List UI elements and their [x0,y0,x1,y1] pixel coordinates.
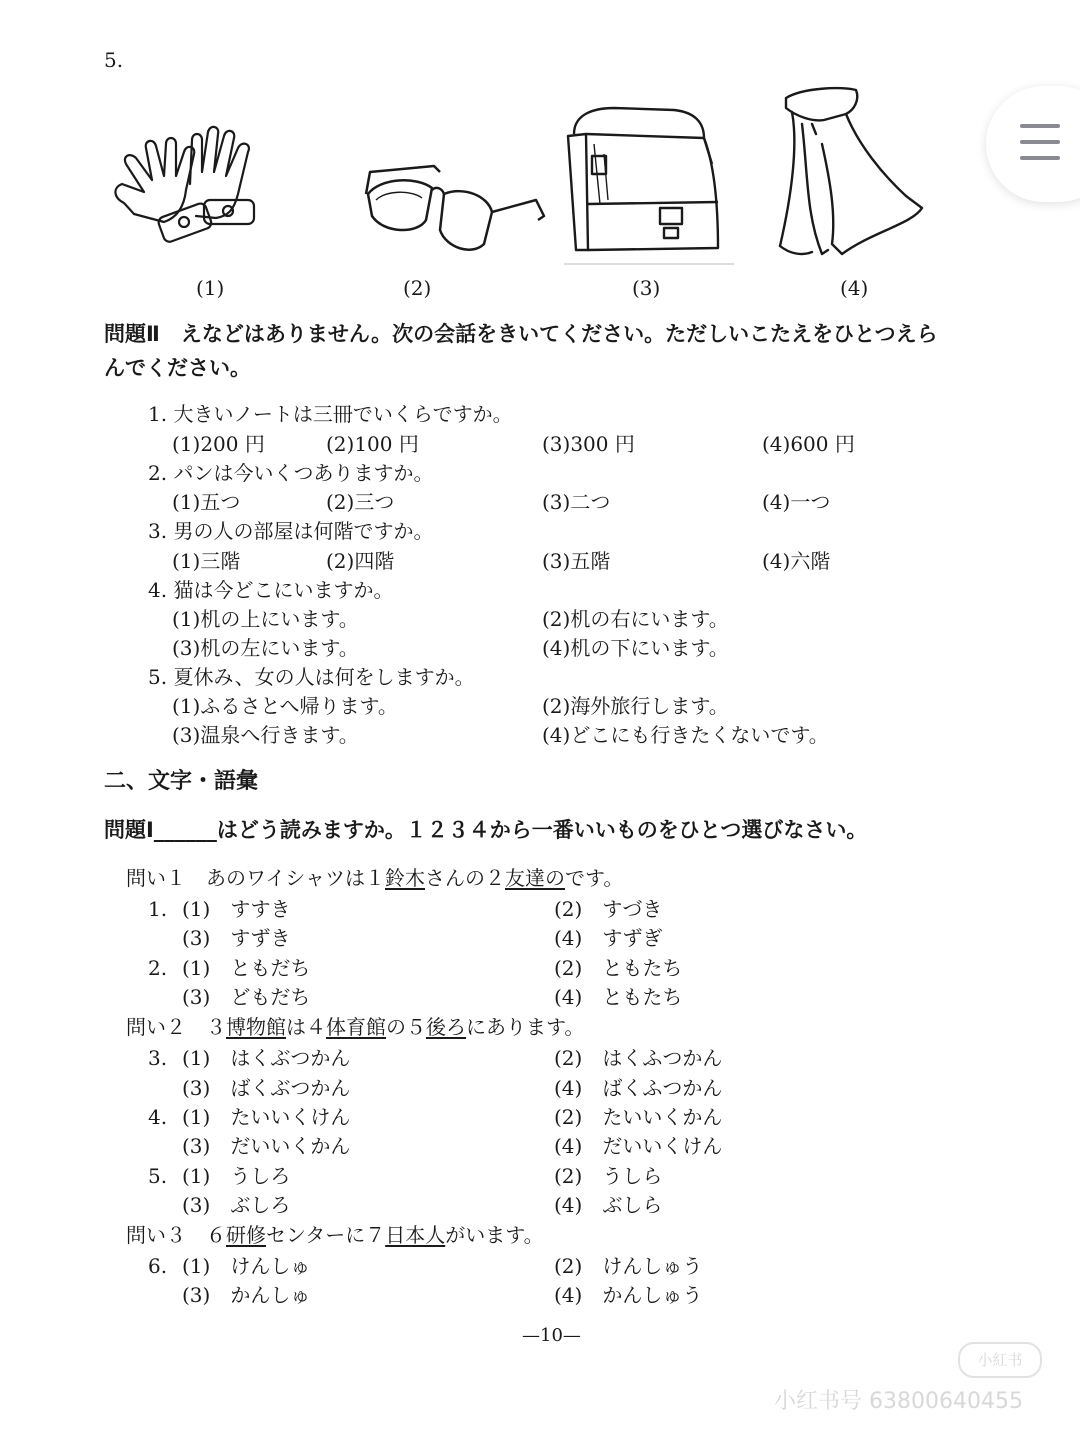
option: (4) ばくふつかん [554,1076,723,1100]
option: (2)机の右にいます。 [542,607,729,631]
option: (1) うしろ [182,1164,291,1188]
watermark-text: 小红书号 63800640455 [774,1389,1023,1414]
option: (3)温泉へ行きます。 [172,723,359,747]
option: (3) だいいくかん [182,1134,351,1158]
option: (1) ともだち [182,956,311,980]
option: (2) うしら [554,1164,663,1188]
option: (4)机の下にいます。 [542,636,729,660]
option: (2) すづき [554,897,663,921]
option: (4) ともたち [554,985,683,1009]
answer-num: 5. [148,1164,168,1188]
option: (3) ぶしろ [182,1193,291,1217]
underlined-word: 友達の [505,866,565,890]
option: (1) すすき [182,897,291,921]
option: (3)机の左にいます。 [172,636,359,660]
picture-label-3: (3) [632,276,661,300]
option: (4)一つ [762,490,831,514]
option: (2)100 円 [326,432,419,456]
listening-question-3: 3. 男の人の部屋は何階ですか。 [148,519,434,543]
page-number: —10— [522,1325,581,1346]
option: (4) すずぎ [554,926,663,950]
option: (3) ばくぶつかん [182,1076,351,1100]
picture-label-4: (4) [840,276,869,300]
option: (1)三階 [172,549,241,573]
option: (3)五階 [542,549,611,573]
watermark-logo: 小紅书 [958,1342,1042,1378]
option: (2)海外旅行します。 [542,694,729,718]
menu-button[interactable] [986,86,1080,202]
option: (1) けんしゅ [182,1254,311,1278]
answer-num: 1. [148,897,168,921]
answer-num: 2. [148,956,168,980]
answer-num: 3. [148,1046,168,1070]
option: (4)600 円 [762,432,855,456]
option: (2)三つ [326,490,395,514]
mondai2-title-line1: 問題Ⅱ えなどはありません。次の会話をきいてください。ただしいこたえをひとつえら [104,322,938,346]
option: (2) はくふつかん [554,1046,723,1070]
option: (1)机の上にいます。 [172,607,359,631]
option: (4) かんしゅう [554,1283,703,1307]
option: (4)どこにも行きたくないです。 [542,723,829,747]
sunglasses-icon [360,160,550,260]
listening-question-2: 2. パンは今いくつありますか。 [148,461,434,485]
option: (2)四階 [326,549,395,573]
option: (2) ともたち [554,956,683,980]
answer-num: 4. [148,1105,168,1129]
menu-icon [1020,124,1060,128]
option: (3) どもだち [182,985,311,1009]
option: (4)六階 [762,549,831,573]
option: (1)五つ [172,490,241,514]
toi3-sentence: 問い３ ６研修センターに７日本人がいます。 [126,1223,544,1247]
option: (3)二つ [542,490,611,514]
gloves-icon [104,118,274,258]
listening-question-4: 4. 猫は今どこにいますか。 [148,578,394,602]
underlined-word: 博物館 [226,1015,286,1039]
scarf-icon [772,84,938,268]
option: (4) だいいくけん [554,1134,723,1158]
handbag-icon [564,104,734,268]
toi1-sentence: 問い１ あのワイシャツは１鈴木さんの２友達のです。 [126,866,624,890]
answer-num: 6. [148,1254,168,1278]
underlined-word: 研修 [226,1223,266,1247]
option: (2) けんしゅう [554,1254,703,1278]
option: (4) ぶしら [554,1193,663,1217]
mondai2-title-line2: んでください。 [104,356,251,380]
picture-label-1: (1) [196,276,225,300]
listening-question-1: 1. 大きいノートは三冊でいくらですか。 [148,402,513,426]
option: (1) はくぶつかん [182,1046,351,1070]
option: (1) たいいくけん [182,1105,351,1129]
section-title: 二、文字・語彙 [104,769,259,794]
option: (3)300 円 [542,432,635,456]
option: (3) すずき [182,926,291,950]
option: (1)ふるさとへ帰ります。 [172,694,398,718]
toi2-sentence: 問い２ ３博物館は４体育館の５後ろにあります。 [126,1015,585,1039]
option: (3) かんしゅ [182,1283,311,1307]
listening-question-5: 5. 夏休み、女の人は何をしますか。 [148,665,475,689]
option: (1)200 円 [172,432,265,456]
item-number: 5. [104,48,124,72]
underlined-word: 鈴木 [385,866,425,890]
mondai1-title: 問題Ⅰ______はどう読みますか。１２３４から一番いいものをひとつ選びなさい。 [104,818,868,842]
underlined-word: 日本人 [385,1223,446,1247]
underlined-word: 後ろ [426,1015,466,1039]
underlined-word: 体育館 [326,1015,386,1039]
picture-label-2: (2) [403,276,432,300]
option: (2) たいいくかん [554,1105,723,1129]
